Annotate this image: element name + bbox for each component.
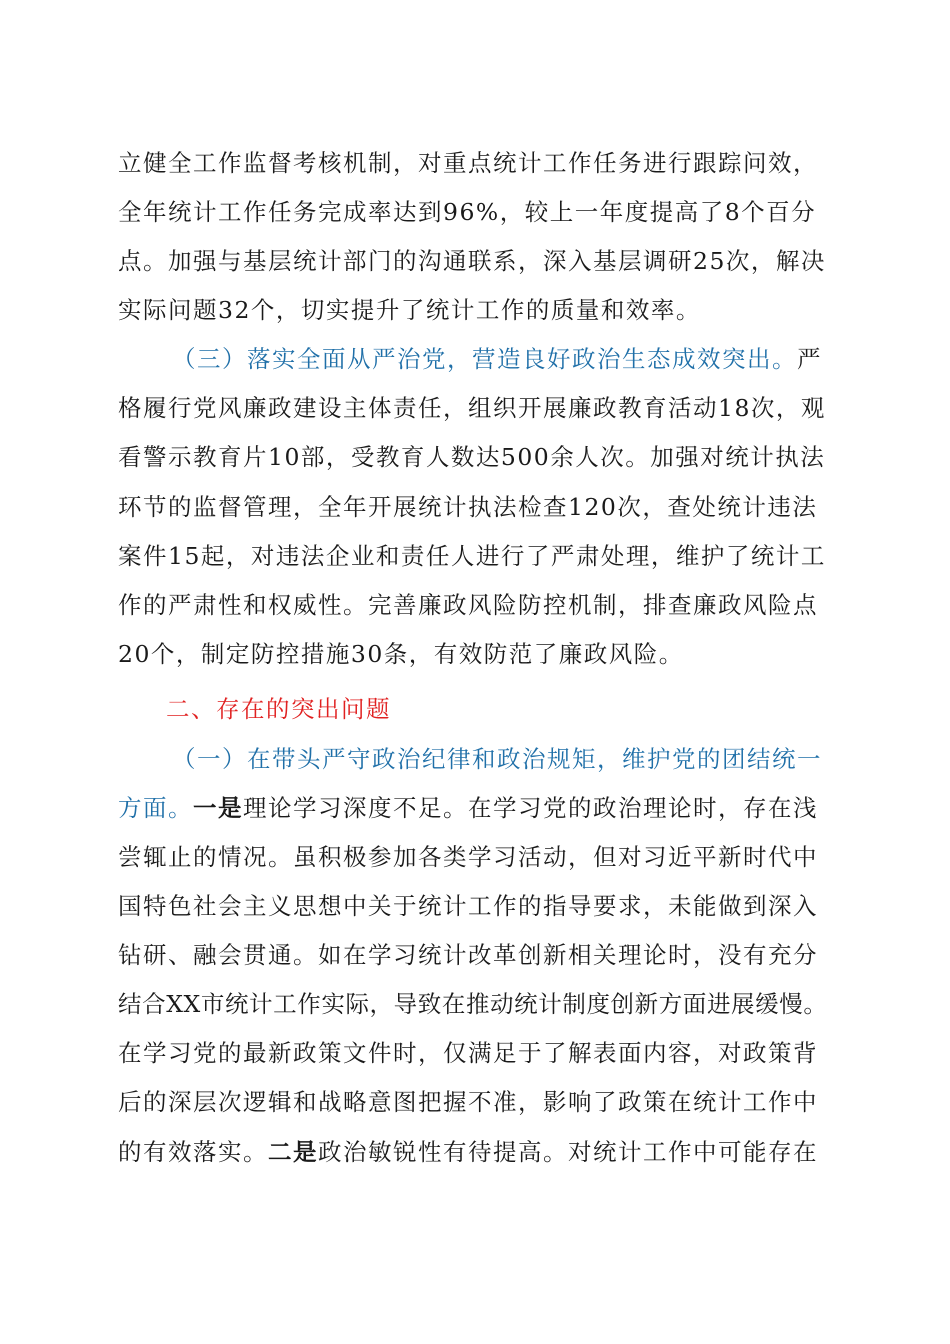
text-line xyxy=(118,389,826,427)
text-run: 尝辄止的情况。虽积极参加各类学习活动，但对习近平新时代中 xyxy=(118,843,818,871)
section-heading: 二、存在的突出问题 xyxy=(166,695,391,723)
text-run: 的有效落实。 xyxy=(118,1138,268,1166)
text-run: 钻研、融会贯通。如在学习统计改革创新相关理论时，没有充分 xyxy=(118,941,818,969)
subsection-heading: 方面。 xyxy=(118,794,193,822)
emphasis-text: 一是 xyxy=(193,794,243,822)
section-heading-line xyxy=(172,740,822,778)
text-line xyxy=(118,537,826,575)
text-run: 严 xyxy=(797,345,822,373)
text-line xyxy=(118,291,701,329)
text-line xyxy=(118,1083,818,1121)
emphasis-text: 二是 xyxy=(268,1138,318,1166)
text-run: 20个，制定防控措施30条，有效防范了廉政风险。 xyxy=(118,640,684,668)
text-line xyxy=(118,193,816,231)
text-run: 点。加强与基层统计部门的沟通联系，深入基层调研25次，解决 xyxy=(118,247,826,275)
text-run: 看警示教育片10部，受教育人数达500余人次。加强对统计执法 xyxy=(118,443,826,471)
text-run: 国特色社会主义思想中关于统计工作的指导要求，未能做到深入 xyxy=(118,892,818,920)
text-run: 格履行党风廉政建设主体责任，组织开展廉政教育活动18次，观 xyxy=(118,394,826,422)
text-run: 实际问题32个，切实提升了统计工作的质量和效率。 xyxy=(118,296,701,324)
section-heading-line xyxy=(172,340,822,378)
text-run: 政治敏锐性有待提高。对统计工作中可能存在 xyxy=(318,1138,818,1166)
text-run: 案件15起，对违法企业和责任人进行了严肃处理，维护了统计工 xyxy=(118,542,826,570)
text-run: 环节的监督管理，全年开展统计执法检查120次，查处统计违法 xyxy=(118,493,818,521)
text-line xyxy=(118,789,818,827)
subsection-heading: （一）在带头严守政治纪律和政治规矩，维护党的团结统一 xyxy=(172,745,822,773)
text-run: 全年统计工作任务完成率达到96%，较上一年度提高了8个百分 xyxy=(118,198,817,226)
text-line xyxy=(118,887,818,925)
section-heading-line xyxy=(166,690,391,728)
text-line xyxy=(118,438,825,476)
text-line xyxy=(118,1133,818,1171)
subsection-heading: （三）落实全面从严治党，营造良好政治生态成效突出。 xyxy=(172,345,797,373)
text-run: 理论学习深度不足。在学习党的政治理论时，存在浅 xyxy=(243,794,818,822)
text-line xyxy=(118,242,826,280)
text-run: 后的深层次逻辑和战略意图把握不准，影响了政策在统计工作中 xyxy=(118,1088,818,1116)
text-run: 作的严肃性和权威性。完善廉政风险防控机制，排查廉政风险点 xyxy=(118,591,818,619)
text-line xyxy=(118,488,817,526)
text-line xyxy=(118,936,818,974)
text-line xyxy=(118,838,818,876)
text-line xyxy=(118,586,818,624)
text-run: 立健全工作监督考核机制，对重点统计工作任务进行跟踪问效， xyxy=(118,149,818,177)
text-run: 结合XX市统计工作实际，导致在推动统计制度创新方面进展缓慢。 xyxy=(118,990,828,1018)
text-run: 在学习党的最新政策文件时，仅满足于了解表面内容，对政策背 xyxy=(118,1039,818,1067)
text-line xyxy=(118,635,684,673)
text-line xyxy=(118,144,818,182)
text-line xyxy=(118,1034,818,1072)
text-line xyxy=(118,985,827,1023)
